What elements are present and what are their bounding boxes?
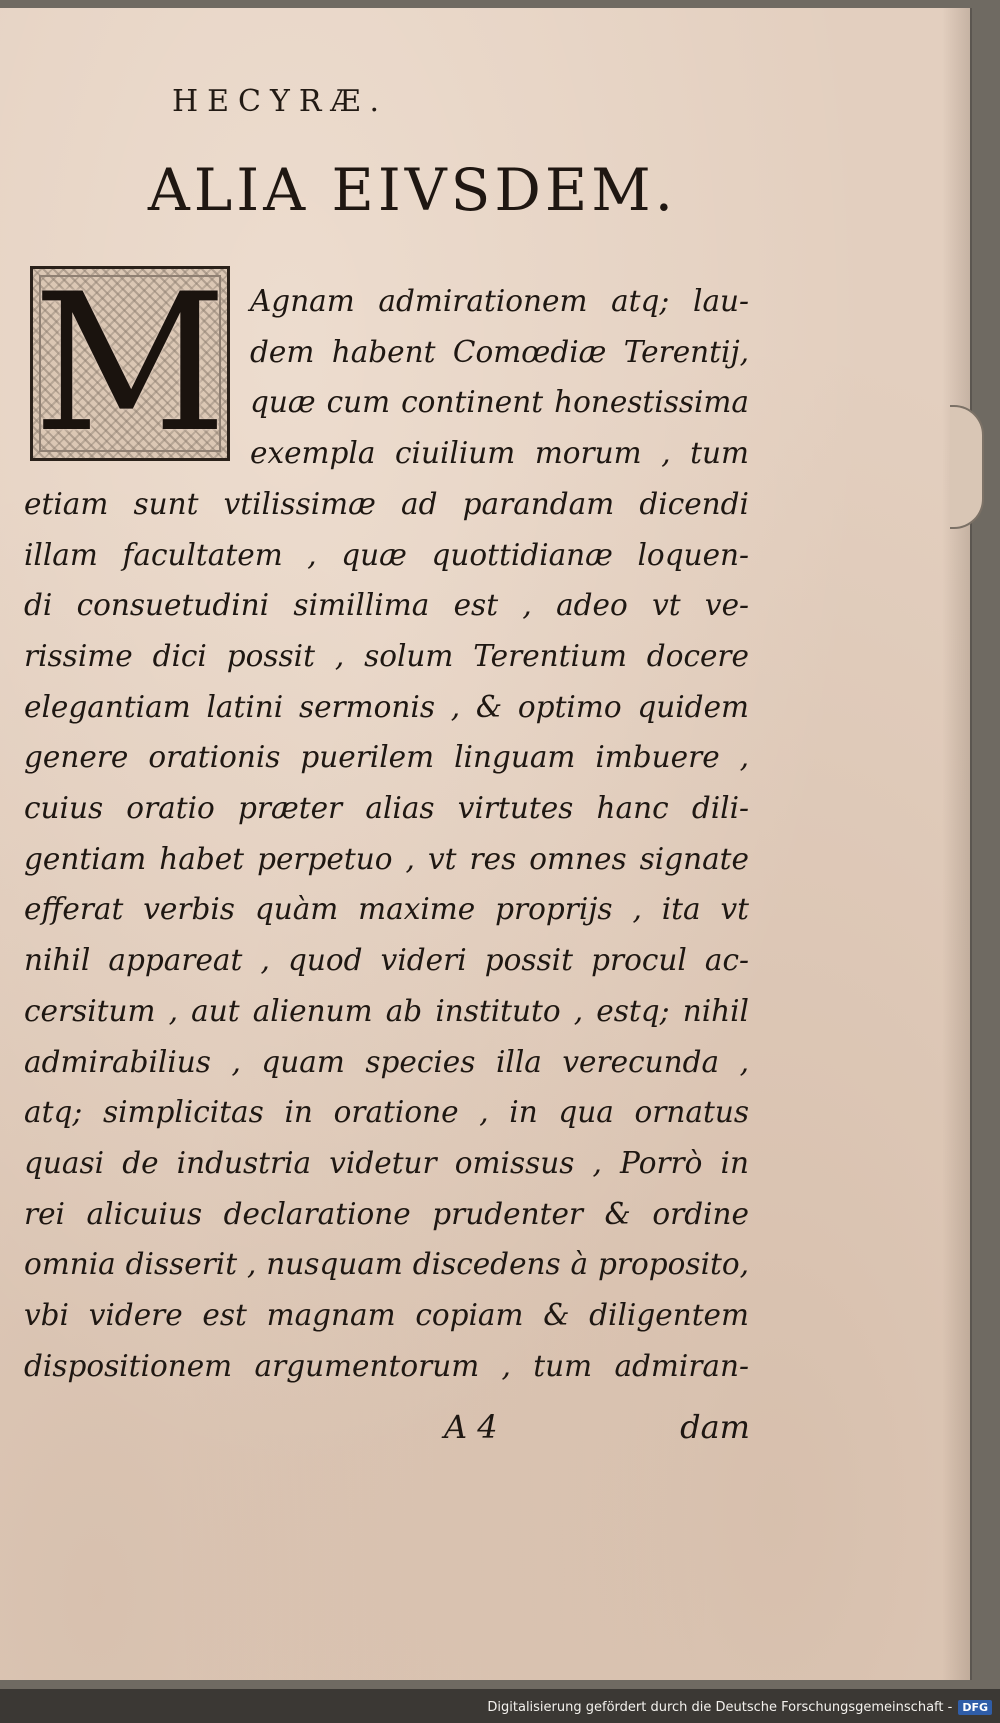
text-line: atq; simplicitas in oratione , in qua ornatus xyxy=(24,1095,749,1130)
text-line: efferat verbis quàm maxime proprijs , ita vt xyxy=(24,892,749,927)
catchline xyxy=(0,1408,750,1458)
initial-letter: M xyxy=(30,269,230,459)
funding-credit-text: Digitalisierung gefördert durch die Deutsche Forschungsgemeinschaft - xyxy=(487,1700,953,1715)
text-line: cuius oratio præter alias virtutes hanc dili- xyxy=(24,791,749,826)
running-head: HECYRÆ. xyxy=(172,84,388,119)
footer-bar xyxy=(0,1689,1000,1723)
text-line: quæ cum continent honestissima xyxy=(250,385,749,420)
text-line: genere orationis puerilem linguam imbuere , xyxy=(24,740,749,775)
text-line: illam facultatem , quæ quottidianæ loquen- xyxy=(24,537,749,572)
text-line: di consuetudini simillima est , adeo vt ve- xyxy=(24,588,749,623)
text-line: exempla ciuilium morum , tum xyxy=(250,436,749,471)
dfg-logo-icon: DFG xyxy=(958,1700,992,1715)
text-line: vbi videre est magnam copiam & diligentem xyxy=(24,1298,749,1333)
text-line: omnia disserit , nusquam discedens à proposito, xyxy=(24,1247,749,1282)
page-tab xyxy=(950,405,984,529)
text-line: nihil appareat , quod videri possit procul ac- xyxy=(24,943,749,978)
page-title: ALIA EIVSDEM. xyxy=(147,156,678,224)
text-line: dispositionem argumentorum , tum admiran- xyxy=(24,1348,749,1383)
body-text xyxy=(24,276,749,1391)
text-line: cersitum , aut alienum ab instituto , estq; nihil xyxy=(24,993,749,1028)
text-line: quasi de industria videtur omissus , Porrò in xyxy=(24,1145,749,1180)
text-line: etiam sunt vtilissimæ ad parandam dicendi xyxy=(24,486,749,521)
text-line: admirabilius , quam species illa verecunda , xyxy=(24,1044,749,1079)
text-line: dem habent Comœdiæ Terentij, xyxy=(250,334,749,369)
book-page xyxy=(0,8,972,1680)
text-line: elegantiam latini sermonis , & optimo quidem xyxy=(24,689,749,724)
text-line: gentiam habet perpetuo , vt res omnes signate xyxy=(24,841,749,876)
text-line: rei alicuius declaratione prudenter & ordine xyxy=(24,1196,749,1231)
text-line: rissime dici possit , solum Terentium docere xyxy=(24,638,749,673)
page-edge-shadow xyxy=(942,8,970,1680)
signature-mark: A 4 xyxy=(444,1408,498,1446)
catchword: dam xyxy=(680,1408,750,1446)
text-line: Agnam admirationem atq; lau- xyxy=(250,284,749,318)
footer-credit xyxy=(487,1700,992,1715)
